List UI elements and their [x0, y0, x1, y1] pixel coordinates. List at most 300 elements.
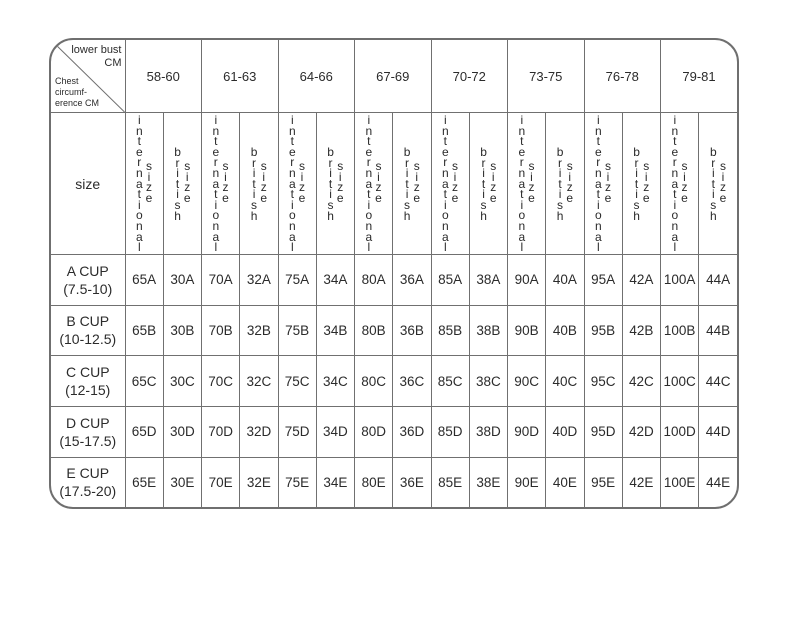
vertical-letter: t	[290, 134, 294, 149]
vertical-letter: i	[329, 166, 332, 181]
vertical-word	[289, 115, 296, 253]
vertical-letter: i	[568, 169, 572, 184]
vertical-letter: i	[520, 197, 524, 212]
british-size-value: 34E	[316, 457, 354, 507]
size-chart	[49, 38, 739, 509]
vertical-letter: i	[558, 187, 562, 202]
british-size-header	[163, 113, 201, 255]
vertical-letter: a	[288, 229, 296, 244]
vertical-letter: e	[288, 144, 296, 159]
vertical-letter: s	[633, 197, 640, 212]
vertical-letter: s	[251, 197, 258, 212]
british-size-header	[546, 113, 584, 255]
cup-label-cell	[51, 356, 125, 407]
vertical-letter: s	[566, 159, 573, 173]
vertical-word	[260, 161, 267, 203]
british-size-value: 34A	[316, 255, 354, 306]
vertical-letter: e	[719, 190, 727, 205]
british-size-value: 40C	[546, 356, 584, 407]
british-size-value: 32C	[240, 356, 278, 407]
international-size-value: 65B	[125, 305, 163, 356]
international-size-value: 65E	[125, 457, 163, 507]
international-size-value: 70B	[202, 305, 240, 356]
vertical-letter: b	[709, 145, 717, 159]
vertical-letter: r	[443, 155, 448, 170]
size-label: size	[75, 175, 101, 192]
international-size-value: 95D	[584, 406, 622, 457]
vertical-letter: e	[594, 144, 602, 159]
vertical-letter: a	[671, 229, 679, 244]
vertical-letter: i	[673, 197, 677, 212]
international-size-value: 90E	[508, 457, 546, 507]
vertical-letter: i	[596, 197, 600, 212]
british-size-value: 34D	[316, 406, 354, 457]
vertical-letter: e	[222, 190, 229, 205]
cup-label-cell	[51, 406, 125, 457]
cup-row	[51, 457, 737, 507]
vertical-letter: b	[403, 145, 411, 159]
vertical-letter: i	[596, 113, 600, 127]
vertical-letter: n	[288, 218, 296, 233]
vertical-letter: i	[635, 187, 638, 202]
vertical-letter: o	[671, 208, 679, 223]
vertical-word	[720, 161, 727, 203]
vertical-letter: o	[288, 208, 296, 223]
size-table	[51, 40, 737, 507]
vertical-letter: i	[176, 166, 179, 181]
vertical-letter: a	[518, 176, 526, 191]
british-size-header	[622, 113, 660, 255]
vertical-word	[643, 161, 650, 203]
vertical-letter: i	[711, 187, 715, 202]
vertical-word	[442, 115, 449, 253]
vertical-letter: z	[337, 180, 344, 195]
vertical-letter: r	[558, 155, 563, 170]
vertical-letter: r	[290, 155, 295, 170]
vertical-letter: b	[556, 145, 564, 159]
vertical-letter: l	[290, 240, 294, 255]
vertical-letter: a	[288, 176, 296, 191]
vertical-letter: a	[594, 176, 602, 191]
vertical-word	[251, 147, 258, 221]
vertical-letter: l	[214, 240, 218, 255]
range-header: 67-69	[355, 40, 432, 113]
british-size-value: 40B	[546, 305, 584, 356]
range-header: 73-75	[508, 40, 585, 113]
vertical-letter: l	[673, 240, 677, 255]
vertical-word	[222, 161, 229, 203]
vertical-letter: s	[557, 197, 564, 212]
vertical-letter: t	[328, 176, 333, 191]
vertical-word	[490, 161, 497, 203]
vertical-letter: n	[441, 123, 449, 138]
international-size-value: 80B	[355, 305, 393, 356]
british-size-value: 32D	[240, 406, 278, 457]
vertical-letter: b	[174, 145, 181, 159]
vertical-letter: s	[719, 159, 726, 173]
vertical-letter: z	[451, 180, 458, 195]
international-size-value: 65D	[125, 406, 163, 457]
vertical-letter: e	[365, 144, 373, 159]
vertical-letter: i	[635, 166, 638, 181]
vertical-letter: o	[135, 208, 143, 223]
vertical-word	[633, 147, 640, 221]
vertical-letter: t	[443, 134, 447, 149]
vertical-letter: n	[671, 218, 679, 233]
british-size-value: 38E	[469, 457, 507, 507]
vertical-letter: s	[260, 159, 267, 173]
vertical-letter: n	[212, 218, 220, 233]
vertical-letter: s	[681, 159, 688, 173]
vertical-letter: t	[673, 134, 677, 149]
vertical-word	[557, 147, 564, 221]
international-size-value: 100E	[661, 457, 699, 507]
vertical-letter: n	[212, 165, 220, 180]
vertical-letter: r	[481, 155, 486, 170]
vertical-letter: i	[300, 169, 304, 184]
vertical-letter: i	[185, 169, 189, 184]
vertical-letter: o	[365, 208, 373, 223]
british-size-value: 32A	[240, 255, 278, 306]
british-size-header	[240, 113, 278, 255]
vertical-letter: z	[604, 180, 611, 195]
cup-range: (15-17.5)	[59, 432, 117, 449]
vertical-letter: s	[413, 159, 420, 173]
cup-name: A CUP	[66, 262, 109, 279]
vertical-word	[375, 161, 382, 203]
british-size-value: 36C	[393, 356, 431, 407]
british-size-value: 42E	[622, 457, 660, 507]
international-size-value: 95B	[584, 305, 622, 356]
vertical-letter: i	[338, 169, 342, 184]
british-size-value: 32E	[240, 457, 278, 507]
vertical-letter: n	[594, 218, 602, 233]
vertical-letter: a	[441, 176, 449, 191]
vertical-letter: z	[566, 180, 573, 195]
international-size-value: 75D	[278, 406, 316, 457]
range-header: 76-78	[584, 40, 661, 113]
vertical-letter: n	[671, 165, 679, 180]
vertical-letter: i	[606, 169, 610, 184]
british-size-value: 42B	[622, 305, 660, 356]
vertical-word	[528, 161, 535, 203]
british-size-value: 38C	[469, 356, 507, 407]
vertical-letter: h	[403, 208, 411, 223]
vertical-letter: t	[558, 176, 562, 191]
cup-label-cell	[51, 255, 125, 306]
vertical-letter: a	[594, 229, 602, 244]
british-size-value: 30E	[163, 457, 201, 507]
vertical-letter: z	[643, 180, 650, 195]
vertical-letter: e	[671, 144, 679, 159]
vertical-letter: i	[252, 187, 256, 202]
vertical-letter: n	[135, 123, 143, 138]
vertical-letter: n	[135, 165, 143, 180]
vertical-letter: h	[709, 208, 717, 223]
international-size-value: 100C	[661, 356, 699, 407]
range-header: 70-72	[431, 40, 508, 113]
cup-name: D CUP	[65, 414, 110, 431]
international-size-value: 70A	[202, 255, 240, 306]
vertical-letter: n	[288, 123, 296, 138]
vertical-letter: z	[145, 180, 152, 195]
vertical-letter: n	[441, 165, 449, 180]
vertical-letter: i	[214, 197, 218, 212]
vertical-letter: i	[176, 187, 179, 202]
vertical-letter: e	[451, 190, 459, 205]
vertical-letter: i	[721, 169, 725, 184]
vertical-letter: r	[519, 155, 524, 170]
vertical-letter: z	[413, 180, 420, 195]
vertical-letter: a	[212, 176, 220, 191]
vertical-word	[518, 115, 525, 253]
vertical-letter: z	[528, 180, 535, 195]
vertical-letter: e	[528, 190, 535, 205]
vertical-letter: i	[367, 113, 371, 127]
vertical-letter: h	[633, 208, 640, 223]
british-size-value: 44E	[699, 457, 737, 507]
range-header: 58-60	[125, 40, 202, 113]
vertical-letter: i	[405, 166, 409, 181]
vertical-letter: s	[480, 197, 487, 212]
international-size-value: 100B	[661, 305, 699, 356]
vertical-letter: z	[222, 180, 229, 195]
vertical-letter: a	[441, 229, 449, 244]
range-header-row	[51, 40, 737, 113]
vertical-letter: t	[481, 176, 486, 191]
vertical-word	[710, 147, 717, 221]
british-size-value: 36B	[393, 305, 431, 356]
vertical-letter: t	[367, 134, 371, 149]
british-size-value: 30D	[163, 406, 201, 457]
vertical-letter: i	[683, 169, 686, 184]
vertical-letter: r	[405, 155, 410, 170]
vertical-letter: t	[596, 134, 600, 149]
vertical-letter: s	[404, 197, 411, 212]
cup-label-cell	[51, 305, 125, 356]
international-size-value: 65A	[125, 255, 163, 306]
vertical-letter: a	[212, 229, 220, 244]
vertical-letter: i	[482, 166, 485, 181]
vertical-letter: i	[405, 187, 409, 202]
vertical-letter: r	[175, 155, 180, 170]
chest-label	[55, 76, 99, 109]
vertical-letter: e	[145, 190, 153, 205]
vertical-letter: r	[328, 155, 333, 170]
vertical-letter: b	[327, 145, 334, 159]
vertical-letter: r	[672, 155, 677, 170]
vertical-letter: l	[596, 240, 600, 255]
vertical-letter: i	[329, 187, 332, 202]
vertical-letter: i	[377, 169, 380, 184]
vertical-letter: s	[710, 197, 717, 212]
british-size-header	[699, 113, 737, 255]
vertical-letter: n	[135, 218, 143, 233]
international-size-value: 70D	[202, 406, 240, 457]
cup-name: B CUP	[66, 313, 110, 330]
vertical-letter: e	[135, 144, 143, 159]
international-size-value: 80A	[355, 255, 393, 306]
vertical-letter: z	[260, 180, 267, 195]
vertical-letter: n	[288, 165, 296, 180]
british-size-value: 36A	[393, 255, 431, 306]
international-size-value: 85D	[431, 406, 469, 457]
vertical-letter: t	[443, 187, 447, 202]
vertical-letter: t	[137, 134, 141, 149]
international-size-value: 70C	[202, 356, 240, 407]
size-label-cell	[51, 113, 125, 255]
international-size-value: 85E	[431, 457, 469, 507]
chest-text-3: erence CM	[55, 98, 100, 108]
vertical-letter: s	[604, 159, 611, 173]
vertical-letter: s	[643, 159, 650, 173]
vertical-letter: i	[673, 113, 677, 127]
lower-bust-unit: CM	[104, 57, 122, 69]
vertical-letter: a	[135, 176, 143, 191]
vertical-letter: i	[252, 166, 256, 181]
vertical-letter: i	[482, 187, 485, 202]
vertical-letter: a	[365, 229, 373, 244]
vertical-letter: a	[518, 229, 526, 244]
range-header: 64-66	[278, 40, 355, 113]
vertical-word	[404, 147, 411, 221]
vertical-letter: b	[250, 145, 258, 159]
international-size-value: 80D	[355, 406, 393, 457]
vertical-letter: l	[367, 240, 371, 255]
international-size-header	[202, 113, 240, 255]
vertical-letter: z	[375, 180, 382, 195]
international-size-value: 100D	[661, 406, 699, 457]
british-size-value: 34C	[316, 356, 354, 407]
vertical-letter: t	[711, 176, 715, 191]
vertical-letter: a	[135, 229, 143, 244]
international-size-header	[125, 113, 163, 255]
international-size-value: 65C	[125, 356, 163, 407]
vertical-letter: n	[594, 123, 602, 138]
vertical-letter: h	[250, 208, 258, 223]
cup-range: (7.5-10)	[63, 280, 113, 297]
vertical-letter: s	[451, 159, 458, 173]
chest-text-1: Chest	[55, 76, 79, 86]
vertical-letter: r	[366, 155, 371, 170]
vertical-letter: a	[671, 176, 679, 191]
vertical-word	[136, 115, 143, 253]
vertical-letter: s	[327, 197, 334, 212]
vertical-word	[480, 147, 487, 221]
british-size-value: 40E	[546, 457, 584, 507]
vertical-letter: o	[518, 208, 526, 223]
vertical-letter: s	[174, 197, 181, 212]
vertical-letter: n	[212, 123, 220, 138]
vertical-letter: e	[212, 144, 220, 159]
vertical-letter: i	[290, 113, 294, 127]
vertical-letter: t	[175, 176, 180, 191]
vertical-letter: e	[298, 190, 306, 205]
british-size-value: 30B	[163, 305, 201, 356]
cup-range: (10-12.5)	[59, 331, 117, 348]
vertical-letter: l	[520, 240, 524, 255]
international-size-header	[508, 113, 546, 255]
vertical-letter: t	[596, 187, 600, 202]
international-size-value: 75A	[278, 255, 316, 306]
vertical-word	[595, 115, 602, 253]
vertical-word	[327, 147, 334, 221]
international-size-value: 85B	[431, 305, 469, 356]
international-size-value: 75B	[278, 305, 316, 356]
corner-header	[51, 40, 125, 113]
international-size-header	[355, 113, 393, 255]
vertical-letter: o	[441, 208, 449, 223]
vertical-letter: t	[252, 176, 256, 191]
british-size-header	[469, 113, 507, 255]
lower-bust-text: lower bust	[71, 44, 122, 56]
vertical-letter: i	[558, 166, 562, 181]
british-size-value: 44B	[699, 305, 737, 356]
vertical-letter: l	[137, 240, 141, 255]
international-size-value: 95C	[584, 356, 622, 407]
vertical-letter: i	[290, 197, 294, 212]
vertical-letter: e	[604, 190, 612, 205]
international-size-value: 80E	[355, 457, 393, 507]
british-size-value: 44C	[699, 356, 737, 407]
international-size-value: 80C	[355, 356, 393, 407]
british-size-value: 36D	[393, 406, 431, 457]
vertical-letter: e	[518, 144, 526, 159]
vertical-letter: e	[566, 190, 574, 205]
vertical-letter: t	[290, 187, 294, 202]
vertical-letter: e	[336, 190, 344, 205]
international-size-value: 90C	[508, 356, 546, 407]
vertical-letter: i	[530, 169, 533, 184]
vertical-letter: i	[453, 169, 457, 184]
vertical-word	[605, 161, 612, 203]
cup-range: (17.5-20)	[59, 483, 117, 500]
vertical-letter: r	[213, 155, 218, 170]
vertical-letter: e	[642, 190, 650, 205]
chest-text-2: circumf-	[55, 87, 87, 97]
vertical-letter: h	[327, 208, 334, 223]
vertical-letter: o	[212, 208, 220, 223]
vertical-letter: i	[491, 169, 495, 184]
british-size-value: 42D	[622, 406, 660, 457]
cup-range: (12-15)	[65, 382, 111, 399]
vertical-letter: n	[365, 123, 373, 138]
vertical-letter: s	[145, 159, 152, 173]
vertical-letter: t	[673, 187, 677, 202]
international-size-value: 85A	[431, 255, 469, 306]
vertical-letter: z	[298, 180, 305, 195]
british-size-value: 42A	[622, 255, 660, 306]
british-size-value: 30C	[163, 356, 201, 407]
british-size-value: 44A	[699, 255, 737, 306]
vertical-letter: n	[518, 123, 526, 138]
vertical-letter: t	[520, 134, 524, 149]
vertical-letter: i	[214, 113, 218, 127]
british-size-value: 40A	[546, 255, 584, 306]
range-header: 79-81	[661, 40, 738, 113]
vertical-letter: i	[367, 197, 371, 212]
british-size-value: 44D	[699, 406, 737, 457]
international-size-value: 95A	[584, 255, 622, 306]
vertical-letter: t	[214, 134, 218, 149]
british-size-value: 38B	[469, 305, 507, 356]
vertical-letter: i	[644, 169, 648, 184]
british-size-value: 42C	[622, 356, 660, 407]
vertical-letter: e	[441, 144, 449, 159]
cup-name: E CUP	[66, 465, 110, 482]
vertical-letter: n	[365, 218, 373, 233]
vertical-letter: n	[518, 165, 526, 180]
